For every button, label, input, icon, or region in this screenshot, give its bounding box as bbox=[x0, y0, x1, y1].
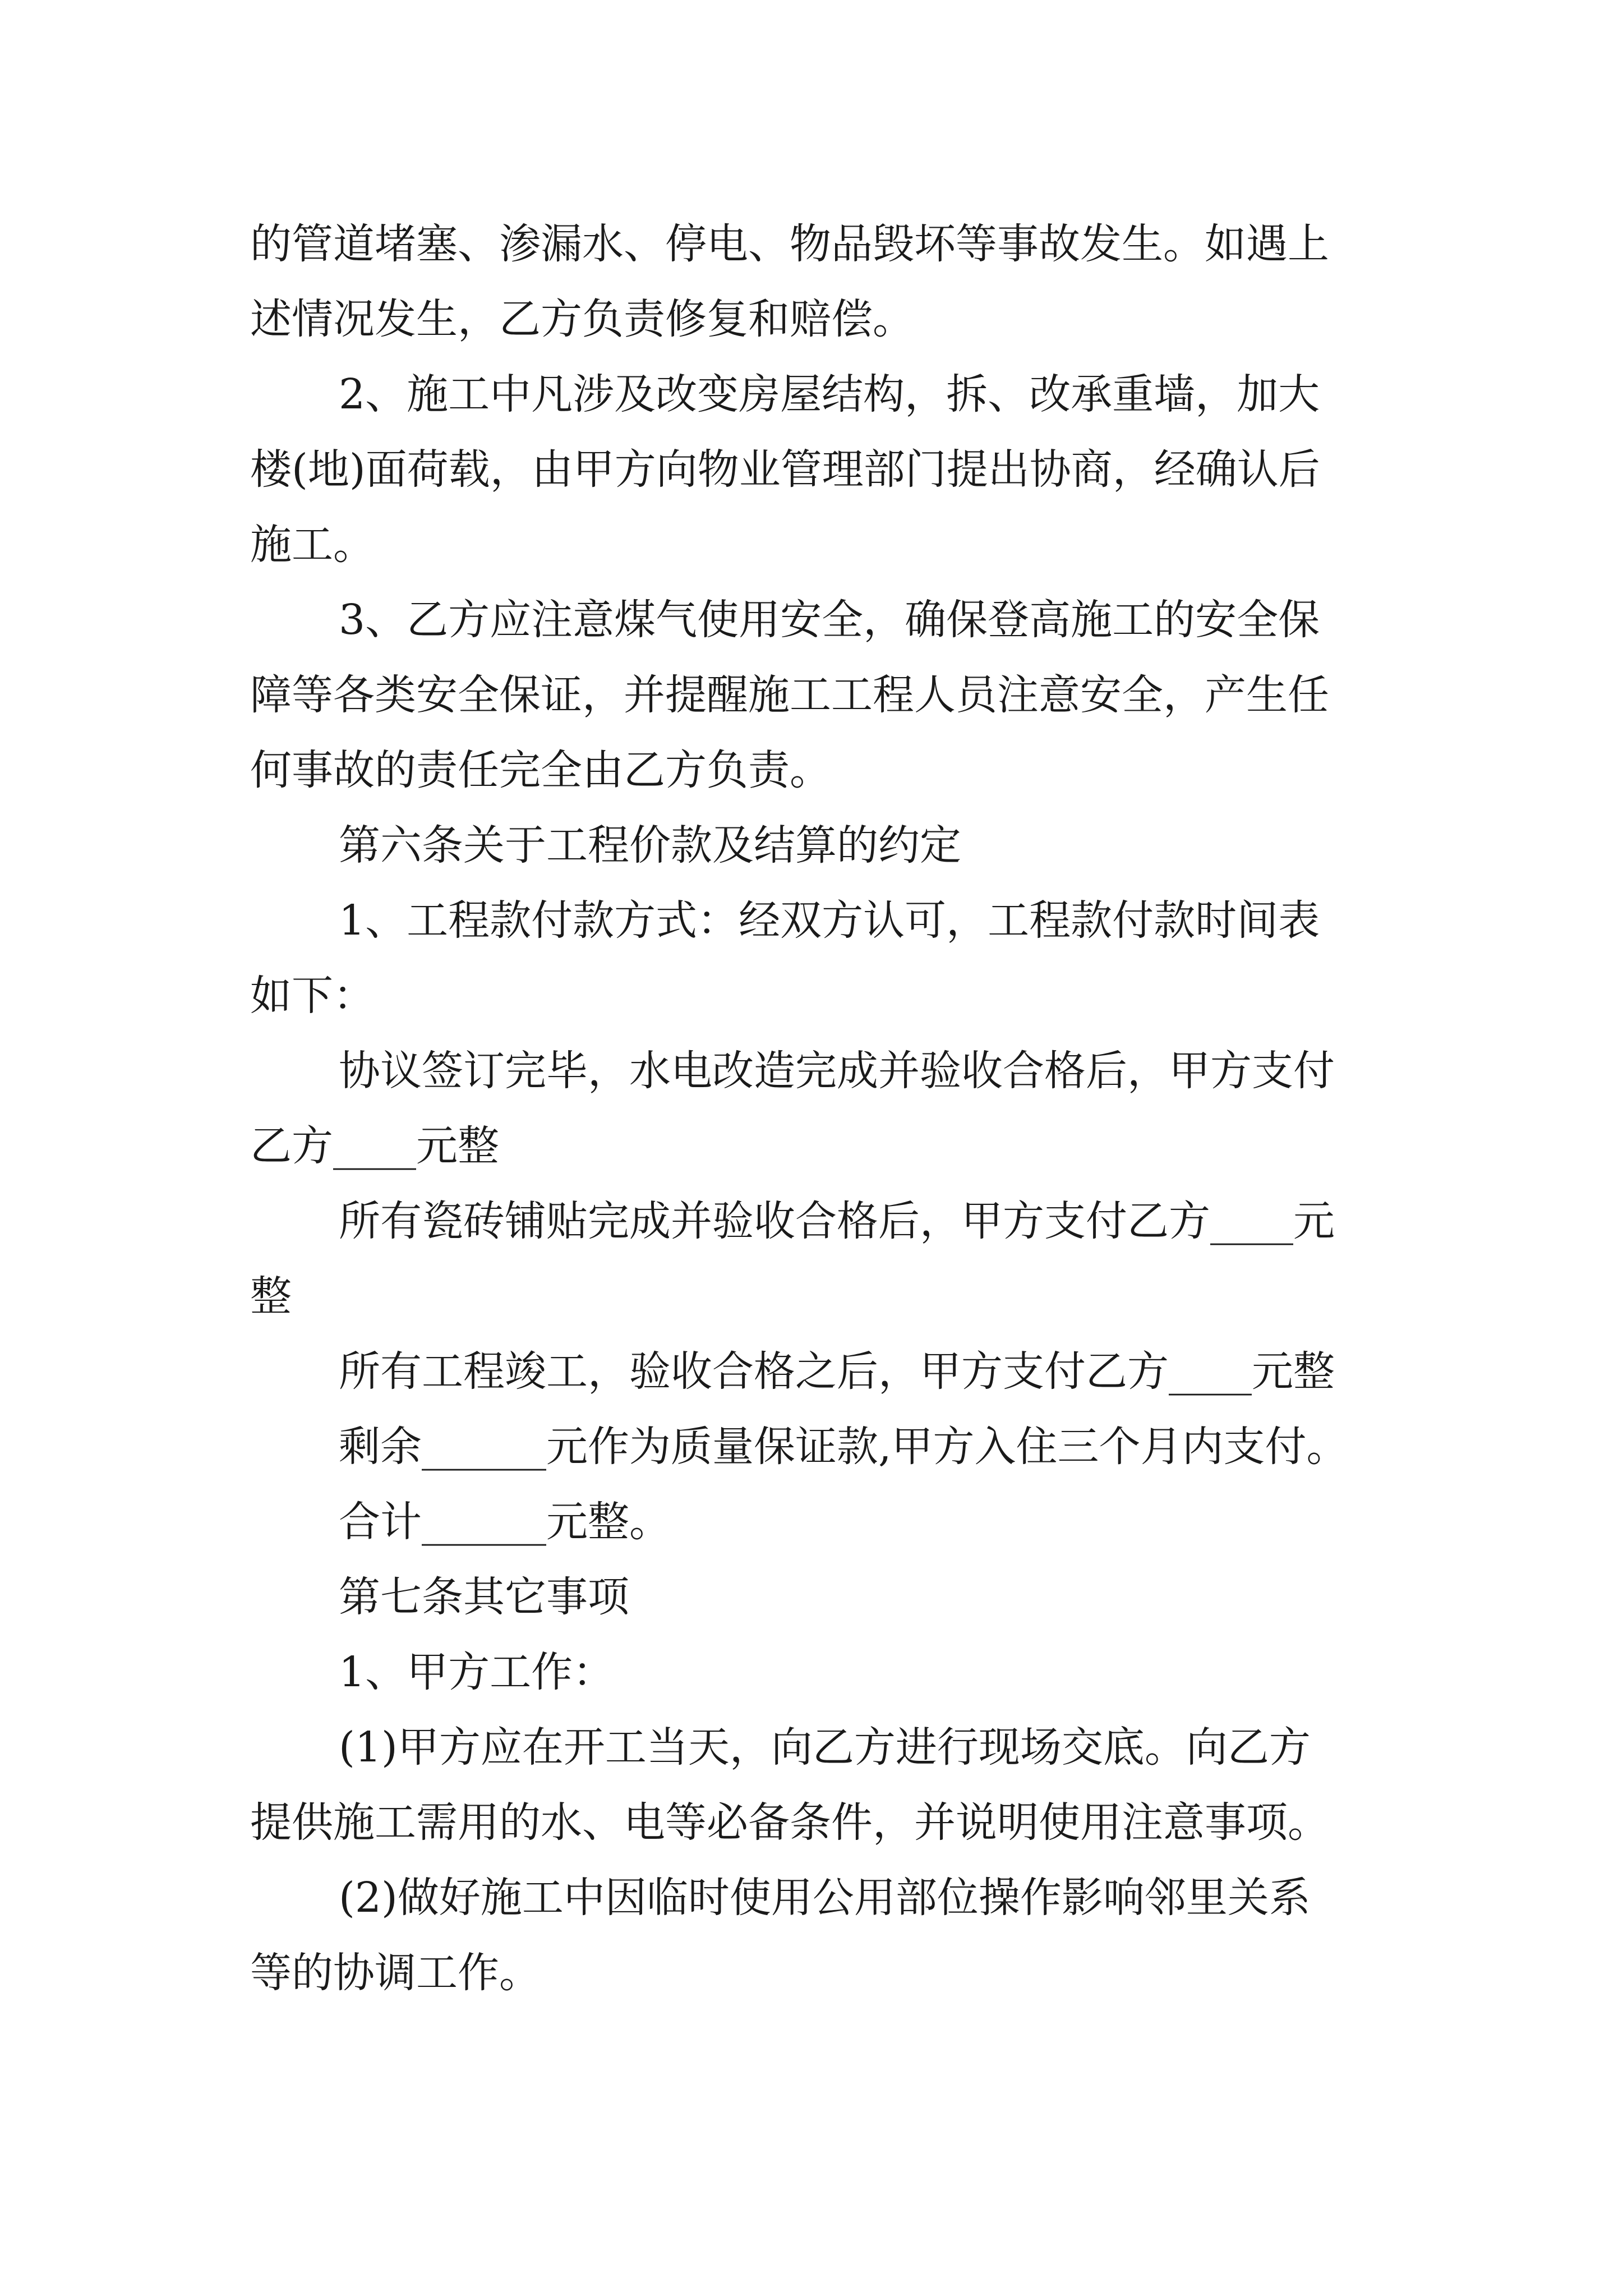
body-line: (1)甲方应在开工当天，向乙方进行现场交底。向乙方 bbox=[339, 1723, 1311, 1772]
body-line: 施工。 bbox=[250, 521, 375, 569]
body-line: 所有工程竣工，验收合格之后，甲方支付乙方____元整 bbox=[339, 1347, 1335, 1396]
body-line: 剩余______元作为质量保证款,甲方入住三个月内支付。 bbox=[339, 1423, 1348, 1471]
body-line: 提供施工需用的水、电等必备条件，并说明使用注意事项。 bbox=[250, 1798, 1329, 1847]
body-line: 如下： bbox=[250, 972, 375, 1020]
body-line: 1、工程款付款方式：经双方认可，工程款付款时间表 bbox=[339, 896, 1320, 945]
body-line: 所有瓷砖铺贴完成并验收合格后，甲方支付乙方____元 bbox=[339, 1197, 1335, 1245]
body-line: 障等各类安全保证，并提醒施工工程人员注意安全，产生任 bbox=[250, 671, 1329, 719]
body-line: 协议签订完毕，水电改造完成并验收合格后，甲方支付 bbox=[339, 1047, 1335, 1095]
body-line: 3、乙方应注意煤气使用安全，确保登高施工的安全保 bbox=[339, 596, 1320, 644]
section-heading: 第六条关于工程价款及结算的约定 bbox=[339, 821, 961, 869]
body-line: 乙方____元整 bbox=[250, 1122, 499, 1170]
body-line: 2、施工中凡涉及改变房屋结构，拆、改承重墙，加大 bbox=[339, 370, 1320, 418]
body-line: 合计______元整。 bbox=[339, 1498, 671, 1546]
body-line: 何事故的责任完全由乙方负责。 bbox=[250, 746, 831, 794]
body-line: 述情况发生，乙方负责修复和赔偿。 bbox=[250, 295, 914, 343]
body-line: 的管道堵塞、渗漏水、停电、物品毁坏等事故发生。如遇上 bbox=[250, 220, 1329, 268]
body-line: (2)做好施工中因临时使用公用部位操作影响邻里关系 bbox=[339, 1874, 1311, 1922]
body-line: 等的协调工作。 bbox=[250, 1949, 541, 1997]
body-line: 整 bbox=[250, 1272, 292, 1320]
body-line: 楼(地)面荷载，由甲方向物业管理部门提出协商，经确认后 bbox=[250, 445, 1320, 494]
section-heading: 第七条其它事项 bbox=[339, 1573, 629, 1621]
body-line: 1、甲方工作： bbox=[339, 1648, 615, 1696]
